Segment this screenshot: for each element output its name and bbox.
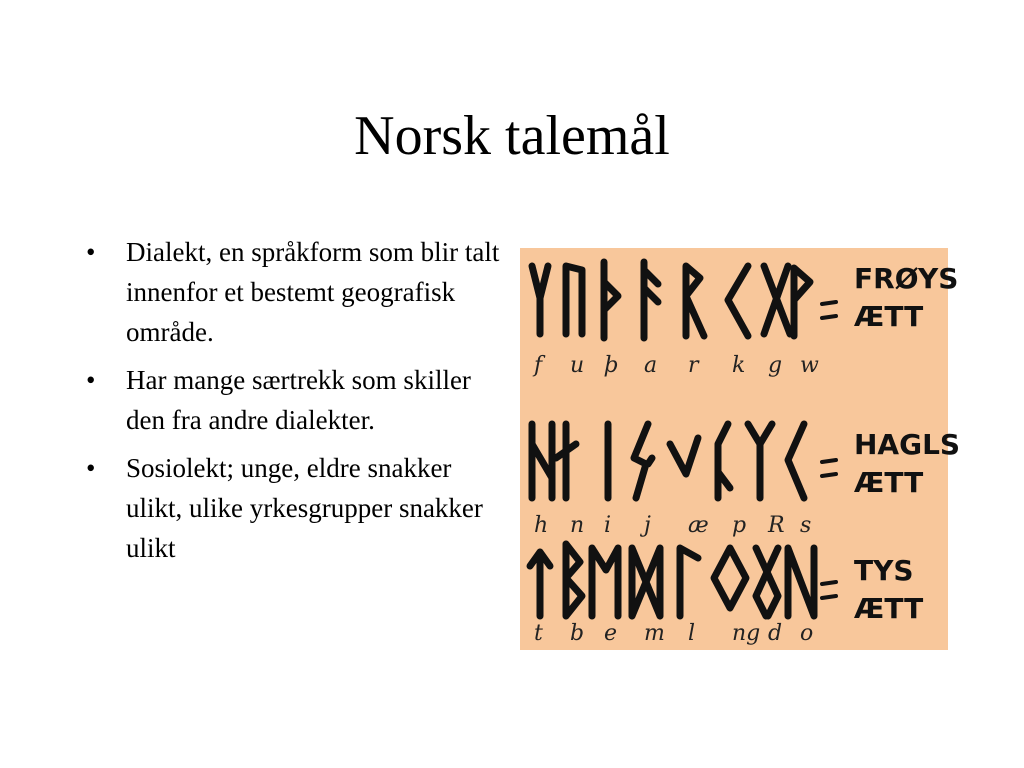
rune-row-2-glyphs bbox=[532, 424, 836, 498]
bullet-text: Har mange særtrekk som skiller den fra andre dialekter. bbox=[126, 365, 471, 435]
rune-row-1-glyphs bbox=[532, 262, 836, 338]
slide-title: Norsk talemål bbox=[354, 105, 670, 167]
rune-transliteration: s bbox=[800, 513, 812, 538]
rune-alphabet-drawing bbox=[520, 248, 961, 650]
rune-row-3-glyphs bbox=[530, 544, 836, 616]
bullet-marker: • bbox=[86, 237, 96, 267]
rune-transliteration: f bbox=[534, 353, 543, 378]
rune-transliteration: b bbox=[570, 621, 585, 646]
rune-transliteration: w bbox=[800, 353, 819, 378]
bullet-item bbox=[86, 360, 506, 440]
rune-transliteration: l bbox=[688, 621, 696, 646]
aett-label-line: FRØYS bbox=[854, 262, 959, 295]
bullet-text: Dialekt, en språkform som blir talt innenfor et bestemt geografisk område. bbox=[126, 237, 500, 347]
rune-transliteration: n bbox=[570, 513, 585, 538]
rune-alphabet-image bbox=[520, 248, 961, 650]
rune-transliteration: m bbox=[644, 621, 665, 646]
rune-transliteration: h bbox=[534, 513, 549, 538]
bullet-item bbox=[86, 448, 506, 568]
bullet-text: Sosiolekt; unge, eldre snakker ulikt, ulike yrkesgrupper snakker ulikt bbox=[126, 453, 483, 563]
aett-label-line: ÆTT bbox=[854, 592, 924, 625]
rune-transliteration: R bbox=[768, 513, 785, 538]
rune-transliteration: t bbox=[534, 621, 543, 646]
aett-label-line: ÆTT bbox=[854, 466, 924, 499]
rune-transliteration: æ bbox=[688, 513, 709, 538]
rune-transliteration: r bbox=[688, 353, 699, 378]
rune-transliteration: g bbox=[768, 353, 783, 378]
bullet-marker: • bbox=[86, 365, 96, 395]
rune-transliteration: o bbox=[800, 621, 814, 646]
rune-transliteration: e bbox=[604, 621, 618, 646]
bullet-list bbox=[86, 232, 506, 576]
aett-label-line: TYS bbox=[854, 554, 914, 587]
rune-transliteration: d bbox=[768, 621, 783, 646]
rune-transliteration: i bbox=[604, 513, 612, 538]
rune-transliteration: p bbox=[732, 513, 747, 538]
aett-label-line: ÆTT bbox=[854, 300, 924, 333]
aett-labels bbox=[854, 262, 960, 625]
rune-transliteration: u bbox=[570, 353, 585, 378]
rune-transliteration: a bbox=[644, 353, 658, 378]
rune-transliteration: k bbox=[732, 353, 746, 378]
bullet-item bbox=[86, 232, 506, 352]
bullet-marker: • bbox=[86, 453, 96, 483]
rune-transliteration: j bbox=[644, 513, 651, 538]
rune-transliteration: þ bbox=[604, 353, 619, 378]
rune-transliteration: ng bbox=[732, 621, 761, 646]
aett-label-line: HAGLS bbox=[854, 428, 961, 461]
